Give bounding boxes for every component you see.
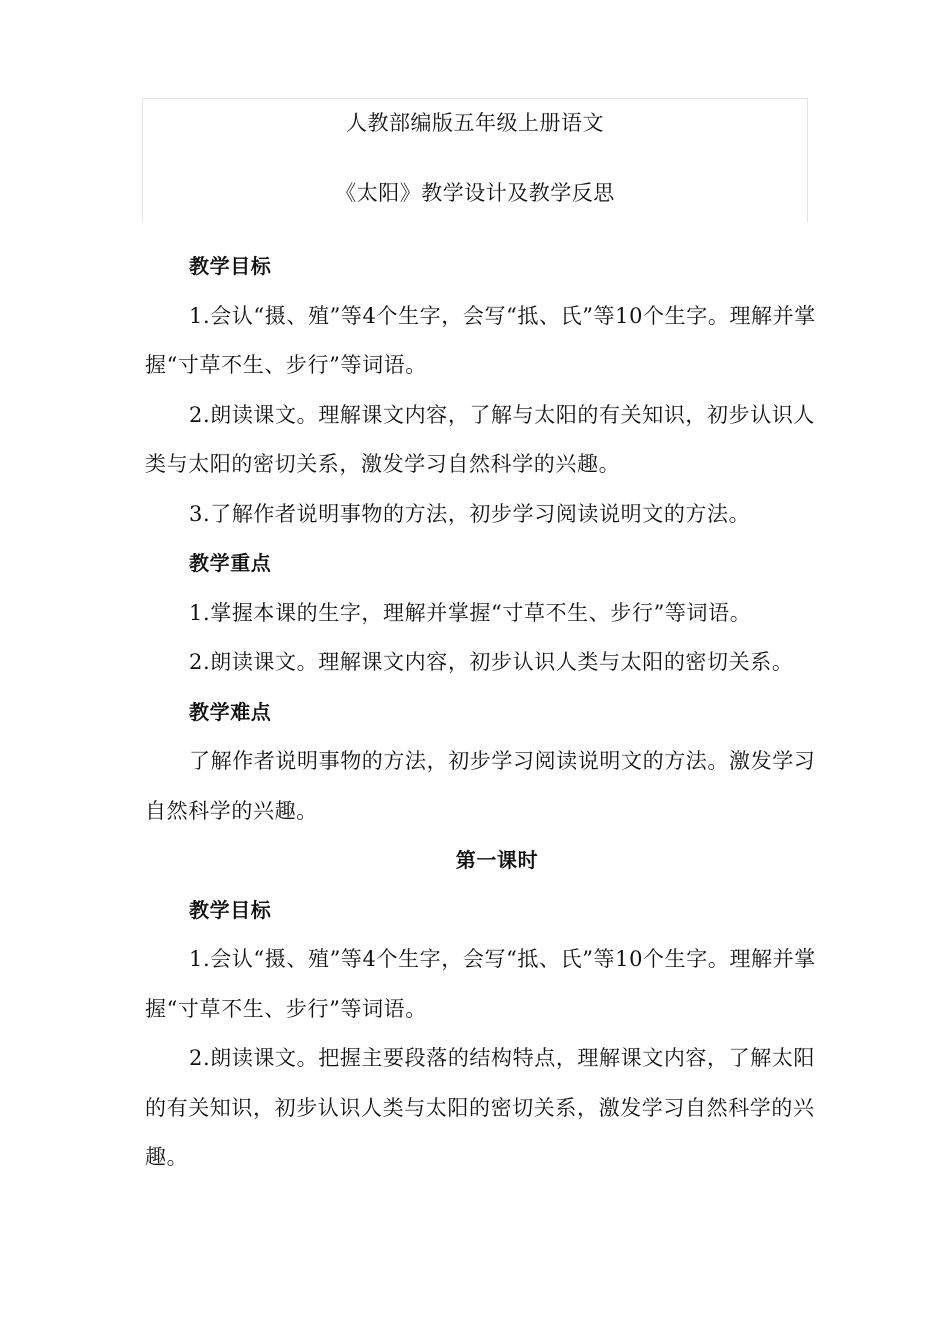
document-body (145, 242, 817, 1183)
section-heading-difficulties: 教学难点 (189, 699, 272, 724)
lesson-period-heading: 第一课时 (455, 848, 539, 872)
document-title-box (142, 98, 808, 222)
section-heading-teaching-goals: 教学目标 (189, 254, 272, 278)
paragraph-key-point-1: 1.掌握本课的生字，理解并掌握“寸草不生、步行”等词语。 (189, 600, 752, 625)
paragraph-goal-1: 1.会认“摄、殖”等4个生字，会写“抵、氏”等10个生字。理解并掌握“寸草不生、步行”等词语。 (145, 303, 816, 377)
document-title: 《太阳》教学设计及教学反思 (335, 181, 615, 205)
paragraph-goal-2: 2.朗读课文。理解课文内容，了解与太阳的有关知识，初步认识人类与太阳的密切关系，激发学习自然科学的兴趣。 (145, 402, 816, 476)
paragraph-difficulty: 了解作者说明事物的方法，初步学习阅读说明文的方法。激发学习自然科学的兴趣。 (145, 749, 816, 823)
paragraph-goal-3: 3.了解作者说明事物的方法，初步学习阅读说明文的方法。 (189, 501, 751, 526)
document-subtitle: 人教部编版五年级上册语文 (346, 111, 604, 135)
paragraph-key-point-2: 2.朗读课文。理解课文内容，初步认识人类与太阳的密切关系。 (189, 650, 794, 674)
paragraph-lesson-goal-1: 1.会认“摄、殖”等4个生字，会写“抵、氏”等10个生字。理解并掌握“寸草不生、步行”等词语。 (145, 947, 816, 1021)
section-heading-key-points: 教学重点 (189, 551, 272, 575)
section-heading-lesson-goals: 教学目标 (189, 897, 272, 922)
paragraph-lesson-goal-2: 2.朗读课文。把握主要段落的结构特点，理解课文内容，了解太阳的有关知识，初步认识人类与太阳的密切关系，激发学习自然科学的兴趣。 (145, 1046, 816, 1169)
